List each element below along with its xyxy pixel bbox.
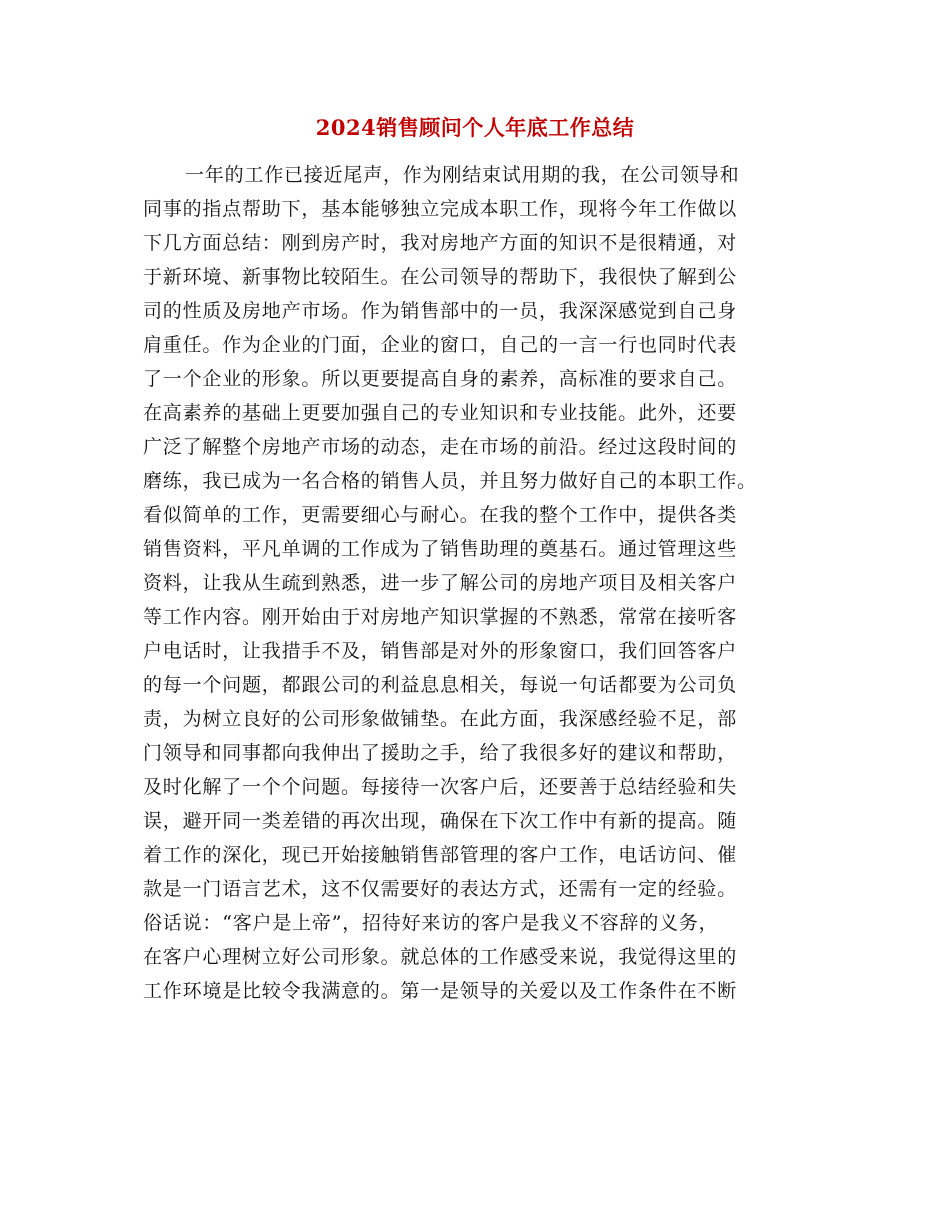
body-line: 同事的指点帮助下，基本能够独立完成本职工作，现将今年工作做以 — [143, 198, 738, 220]
body-line: 户电话时，让我措手不及，销售部是对外的形象窗口，我们回答客户 — [143, 640, 738, 662]
body-line: 工作环境是比较令我满意的。第一是领导的关爱以及工作条件在不断 — [143, 980, 738, 1002]
body-line: 广泛了解整个房地产市场的动态，走在市场的前沿。经过这段时间的 — [143, 436, 738, 458]
body-line: 门领导和同事都向我伸出了援助之手，给了我很多好的建议和帮助， — [143, 742, 738, 764]
document-body — [143, 158, 813, 1008]
body-line: 销售资料，平凡单调的工作成为了销售助理的奠基石。通过管理这些 — [143, 538, 738, 560]
body-line: 司的性质及房地产市场。作为销售部中的一员，我深深感觉到自己身 — [143, 300, 738, 322]
body-line: 磨练，我已成为一名合格的销售人员，并且努力做好自己的本职工作。 — [143, 470, 757, 492]
body-line: 误，避开同一类差错的再次出现，确保在下次工作中有新的提高。随 — [143, 810, 738, 832]
body-line: 看似简单的工作，更需要细心与耐心。在我的整个工作中，提供各类 — [143, 504, 738, 526]
body-line: 等工作内容。刚开始由于对房地产知识掌握的不熟悉，常常在接听客 — [143, 606, 738, 628]
body-line: 及时化解了一个个问题。每接待一次客户后，还要善于总结经验和失 — [143, 776, 738, 798]
document-title: 2024销售顾问个人年底工作总结 — [315, 115, 635, 140]
body-line: 一年的工作已接近尾声，作为刚结束试用期的我，在公司领导和 — [185, 164, 740, 186]
body-line: 了一个企业的形象。所以更要提高自身的素养，高标准的要求自己。 — [143, 368, 738, 390]
body-line: 俗话说：“客户是上帝”，招待好来访的客户是我义不容辞的义务， — [143, 912, 719, 934]
body-line: 在高素养的基础上更要加强自己的专业知识和专业技能。此外，还要 — [143, 402, 738, 424]
body-line: 于新环境、新事物比较陌生。在公司领导的帮助下，我很快了解到公 — [143, 266, 738, 288]
body-line: 在客户心理树立好公司形象。就总体的工作感受来说，我觉得这里的 — [143, 946, 738, 968]
body-line: 肩重任。作为企业的门面，企业的窗口，自己的一言一行也同时代表 — [143, 334, 738, 356]
body-line: 责，为树立良好的公司形象做铺垫。在此方面，我深感经验不足，部 — [143, 708, 738, 730]
body-line: 下几方面总结：刚到房产时，我对房地产方面的知识不是很精通，对 — [143, 232, 738, 254]
body-line: 资料，让我从生疏到熟悉，进一步了解公司的房地产项目及相关客户 — [143, 572, 738, 594]
body-line: 着工作的深化，现已开始接触销售部管理的客户工作，电话访问、催 — [143, 844, 738, 866]
body-line: 的每一个问题，都跟公司的利益息息相关，每说一句话都要为公司负 — [143, 674, 738, 696]
body-line: 款是一门语言艺术，这不仅需要好的表达方式，还需有一定的经验。 — [143, 878, 738, 900]
